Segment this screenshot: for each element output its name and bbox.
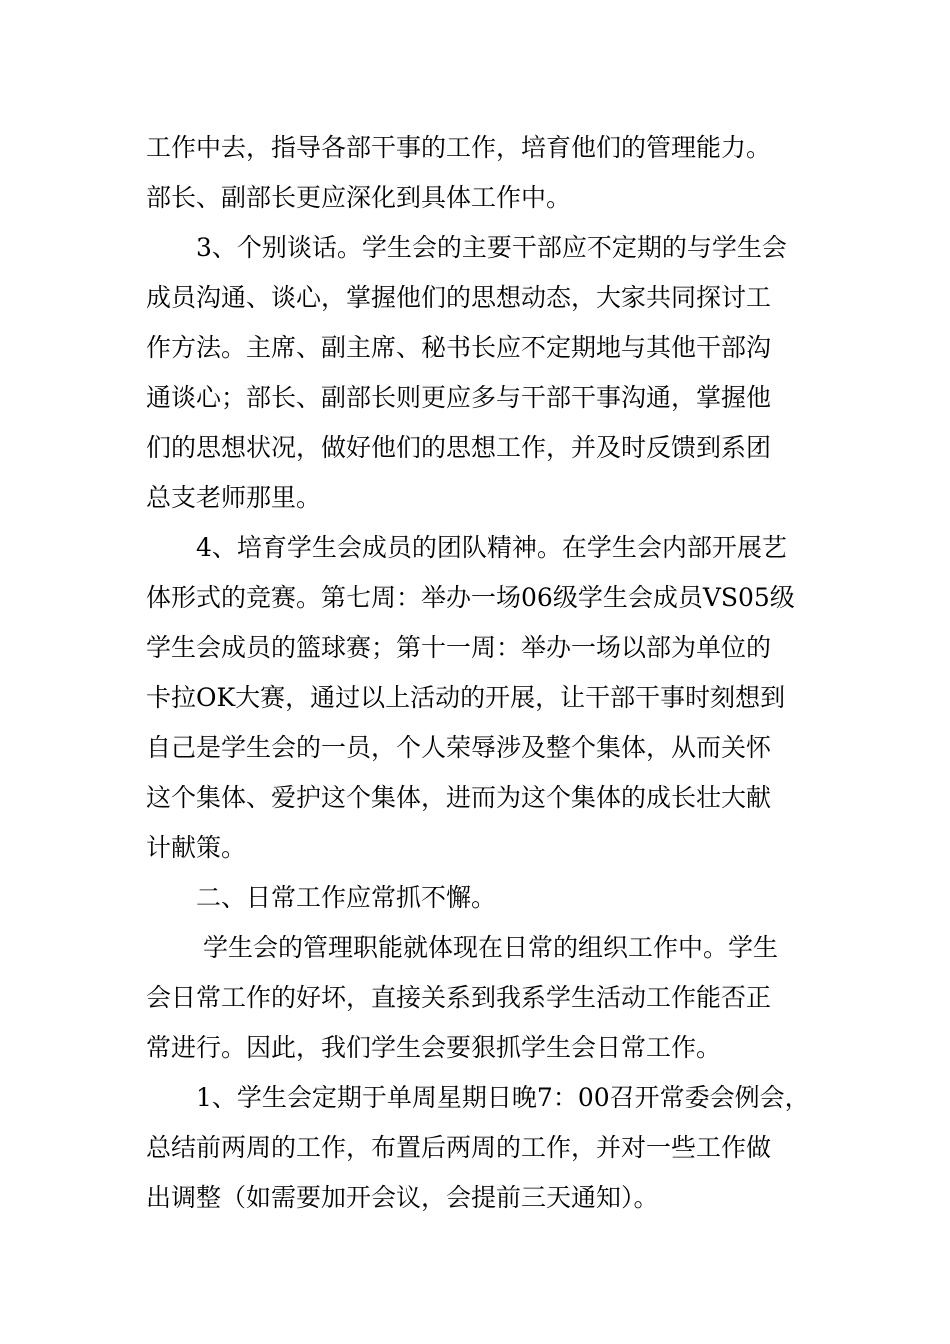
paragraph-start-line: 3、个别谈话。学生会的主要干部应不定期的与学生会 — [196, 233, 787, 262]
paragraph-start-line: 4、培育学生会成员的团队精神。在学生会内部开展艺 — [196, 533, 787, 562]
text-line: 成员沟通、谈心，掌握他们的思想动态，大家共同探讨工 — [146, 283, 772, 312]
text-line: 自己是学生会的一员，个人荣辱涉及整个集体，从而关怀 — [146, 733, 772, 762]
text-line: 们的思想状况，做好他们的思想工作，并及时反馈到系团 — [146, 433, 772, 462]
text-line: 部长、副部长更应深化到具体工作中。 — [146, 183, 572, 212]
text-line: 体形式的竞赛。第七周：举办一场06级学生会成员VS05级 — [146, 583, 795, 612]
paragraph-start-line: 1、学生会定期于单周星期日晚7：00召开常委会例会， — [196, 1083, 810, 1112]
text-line: 总结前两周的工作，布置后两周的工作，并对一些工作做 — [146, 1133, 772, 1162]
text-line: 总支老师那里。 — [146, 483, 322, 512]
text-line: 计献策。 — [146, 833, 247, 862]
text-line: 工作中去，指导各部干事的工作，培育他们的管理能力。 — [146, 133, 772, 162]
text-line: 会日常工作的好坏，直接关系到我系学生活动工作能否正 — [146, 983, 772, 1012]
text-line: 出调整（如需要加开会议，会提前三天通知）。 — [146, 1183, 659, 1212]
text-line: 通谈心；部长、副部长则更应多与干部干事沟通，掌握他 — [146, 383, 772, 412]
text-line: 卡拉OK大赛，通过以上活动的开展，让干部干事时刻想到 — [146, 683, 786, 712]
text-line: 作方法。主席、副主席、秘书长应不定期地与其他干部沟 — [146, 333, 772, 362]
section-heading: 二、日常工作应常抓不懈。 — [196, 883, 497, 912]
text-line: 这个集体、爱护这个集体，进而为这个集体的成长壮大献 — [146, 783, 772, 812]
text-line: 常进行。因此，我们学生会要狠抓学生会日常工作。 — [146, 1033, 722, 1062]
paragraph-start-line: 学生会的管理职能就体现在日常的组织工作中。学生 — [203, 933, 779, 962]
text-line: 学生会成员的篮球赛；第十一周：举办一场以部为单位的 — [146, 633, 772, 662]
